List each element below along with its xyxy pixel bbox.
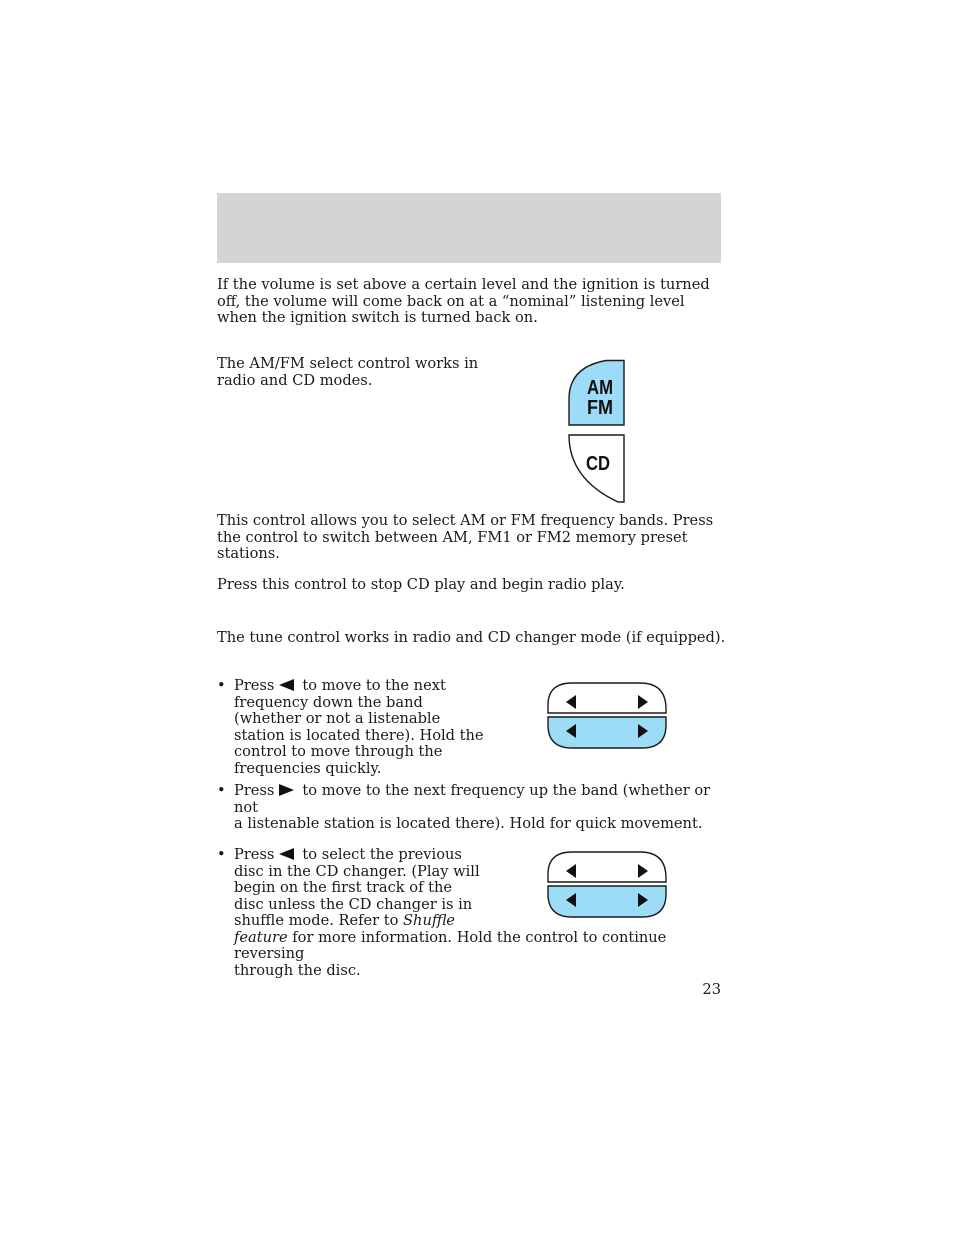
disc-lower-button-shape bbox=[548, 886, 666, 917]
press-word: Press bbox=[234, 677, 275, 694]
bullet-text-line: for more information. Hold the control to continue reversing bbox=[234, 928, 667, 962]
shuffle-reference: Shuffle bbox=[403, 912, 455, 929]
bullet-text-line: control to move through the bbox=[234, 743, 443, 760]
press-word: Press bbox=[234, 846, 275, 863]
bullet-text-line: disc in the CD changer. (Play will bbox=[234, 862, 480, 880]
bullet-text-line: through the disc. bbox=[234, 961, 361, 979]
bullet-text-line: frequencies quickly. bbox=[234, 759, 382, 777]
paragraph-stop-cd: Press this control to stop CD play and begin radio play. bbox=[217, 576, 625, 593]
cd-label: CD bbox=[586, 453, 610, 475]
bullet-text-line: (whether or not a listenable bbox=[234, 710, 441, 727]
paragraph-amfm-intro-1: The AM/FM select control works in bbox=[217, 355, 479, 372]
bullet-symbol: • bbox=[217, 782, 226, 799]
bullet-symbol: • bbox=[217, 677, 226, 694]
bullet-text-line: disc unless the CD changer is in bbox=[234, 895, 473, 913]
bullet-tune-up bbox=[217, 782, 727, 832]
fm-label: FM bbox=[587, 397, 613, 419]
previous-disc-arrow-icon bbox=[278, 848, 296, 860]
bullet-text-line: begin on the first track of the bbox=[234, 879, 453, 896]
bullet-symbol: • bbox=[217, 846, 226, 863]
tune-up-arrow-icon bbox=[278, 784, 296, 796]
disc-upper-button-shape bbox=[548, 852, 666, 882]
paragraph-volume: If the volume is set above a certain level and the ignition is turned off, the volume will come back on at a “nominal” listening level when the ignition switch is turned back on. bbox=[217, 276, 710, 326]
bullet-text-line: a listenable station is located there). Hold for quick movement. bbox=[234, 815, 703, 832]
press-word: Press bbox=[234, 782, 275, 799]
tune-control-illustration bbox=[546, 681, 668, 751]
paragraph-amfm-intro-2: radio and CD modes. bbox=[217, 372, 373, 389]
feature-reference: feature bbox=[234, 928, 288, 946]
bullet-tune-down bbox=[217, 678, 517, 778]
disc-control-illustration bbox=[546, 850, 668, 920]
bullet-text-line: to move to the next frequency up the band (whether or not bbox=[234, 782, 711, 816]
paragraph-band: This control allows you to select AM or FM frequency bands. Press the control to switch between AM, FM1 or FM2 memory preset stations. bbox=[217, 512, 714, 562]
tune-down-arrow-icon bbox=[278, 679, 296, 691]
tune-upper-button-shape bbox=[548, 683, 666, 713]
page-number: 23 bbox=[702, 981, 721, 998]
paragraph-tune: The tune control works in radio and CD changer mode (if equipped). bbox=[217, 629, 726, 646]
am-label: AM bbox=[587, 377, 613, 399]
section-header-band bbox=[217, 193, 721, 263]
bullet-text-line: to move to the next bbox=[302, 677, 446, 694]
tune-lower-button-shape bbox=[548, 717, 666, 748]
amfm-cd-control-illustration bbox=[566, 359, 628, 505]
bullet-text-line: shuffle mode. Refer to bbox=[234, 912, 404, 929]
bullet-text-line: to select the previous bbox=[302, 846, 462, 863]
bullet-text-line: station is located there). Hold the bbox=[234, 726, 484, 744]
bullet-text-line: frequency down the band bbox=[234, 693, 423, 711]
